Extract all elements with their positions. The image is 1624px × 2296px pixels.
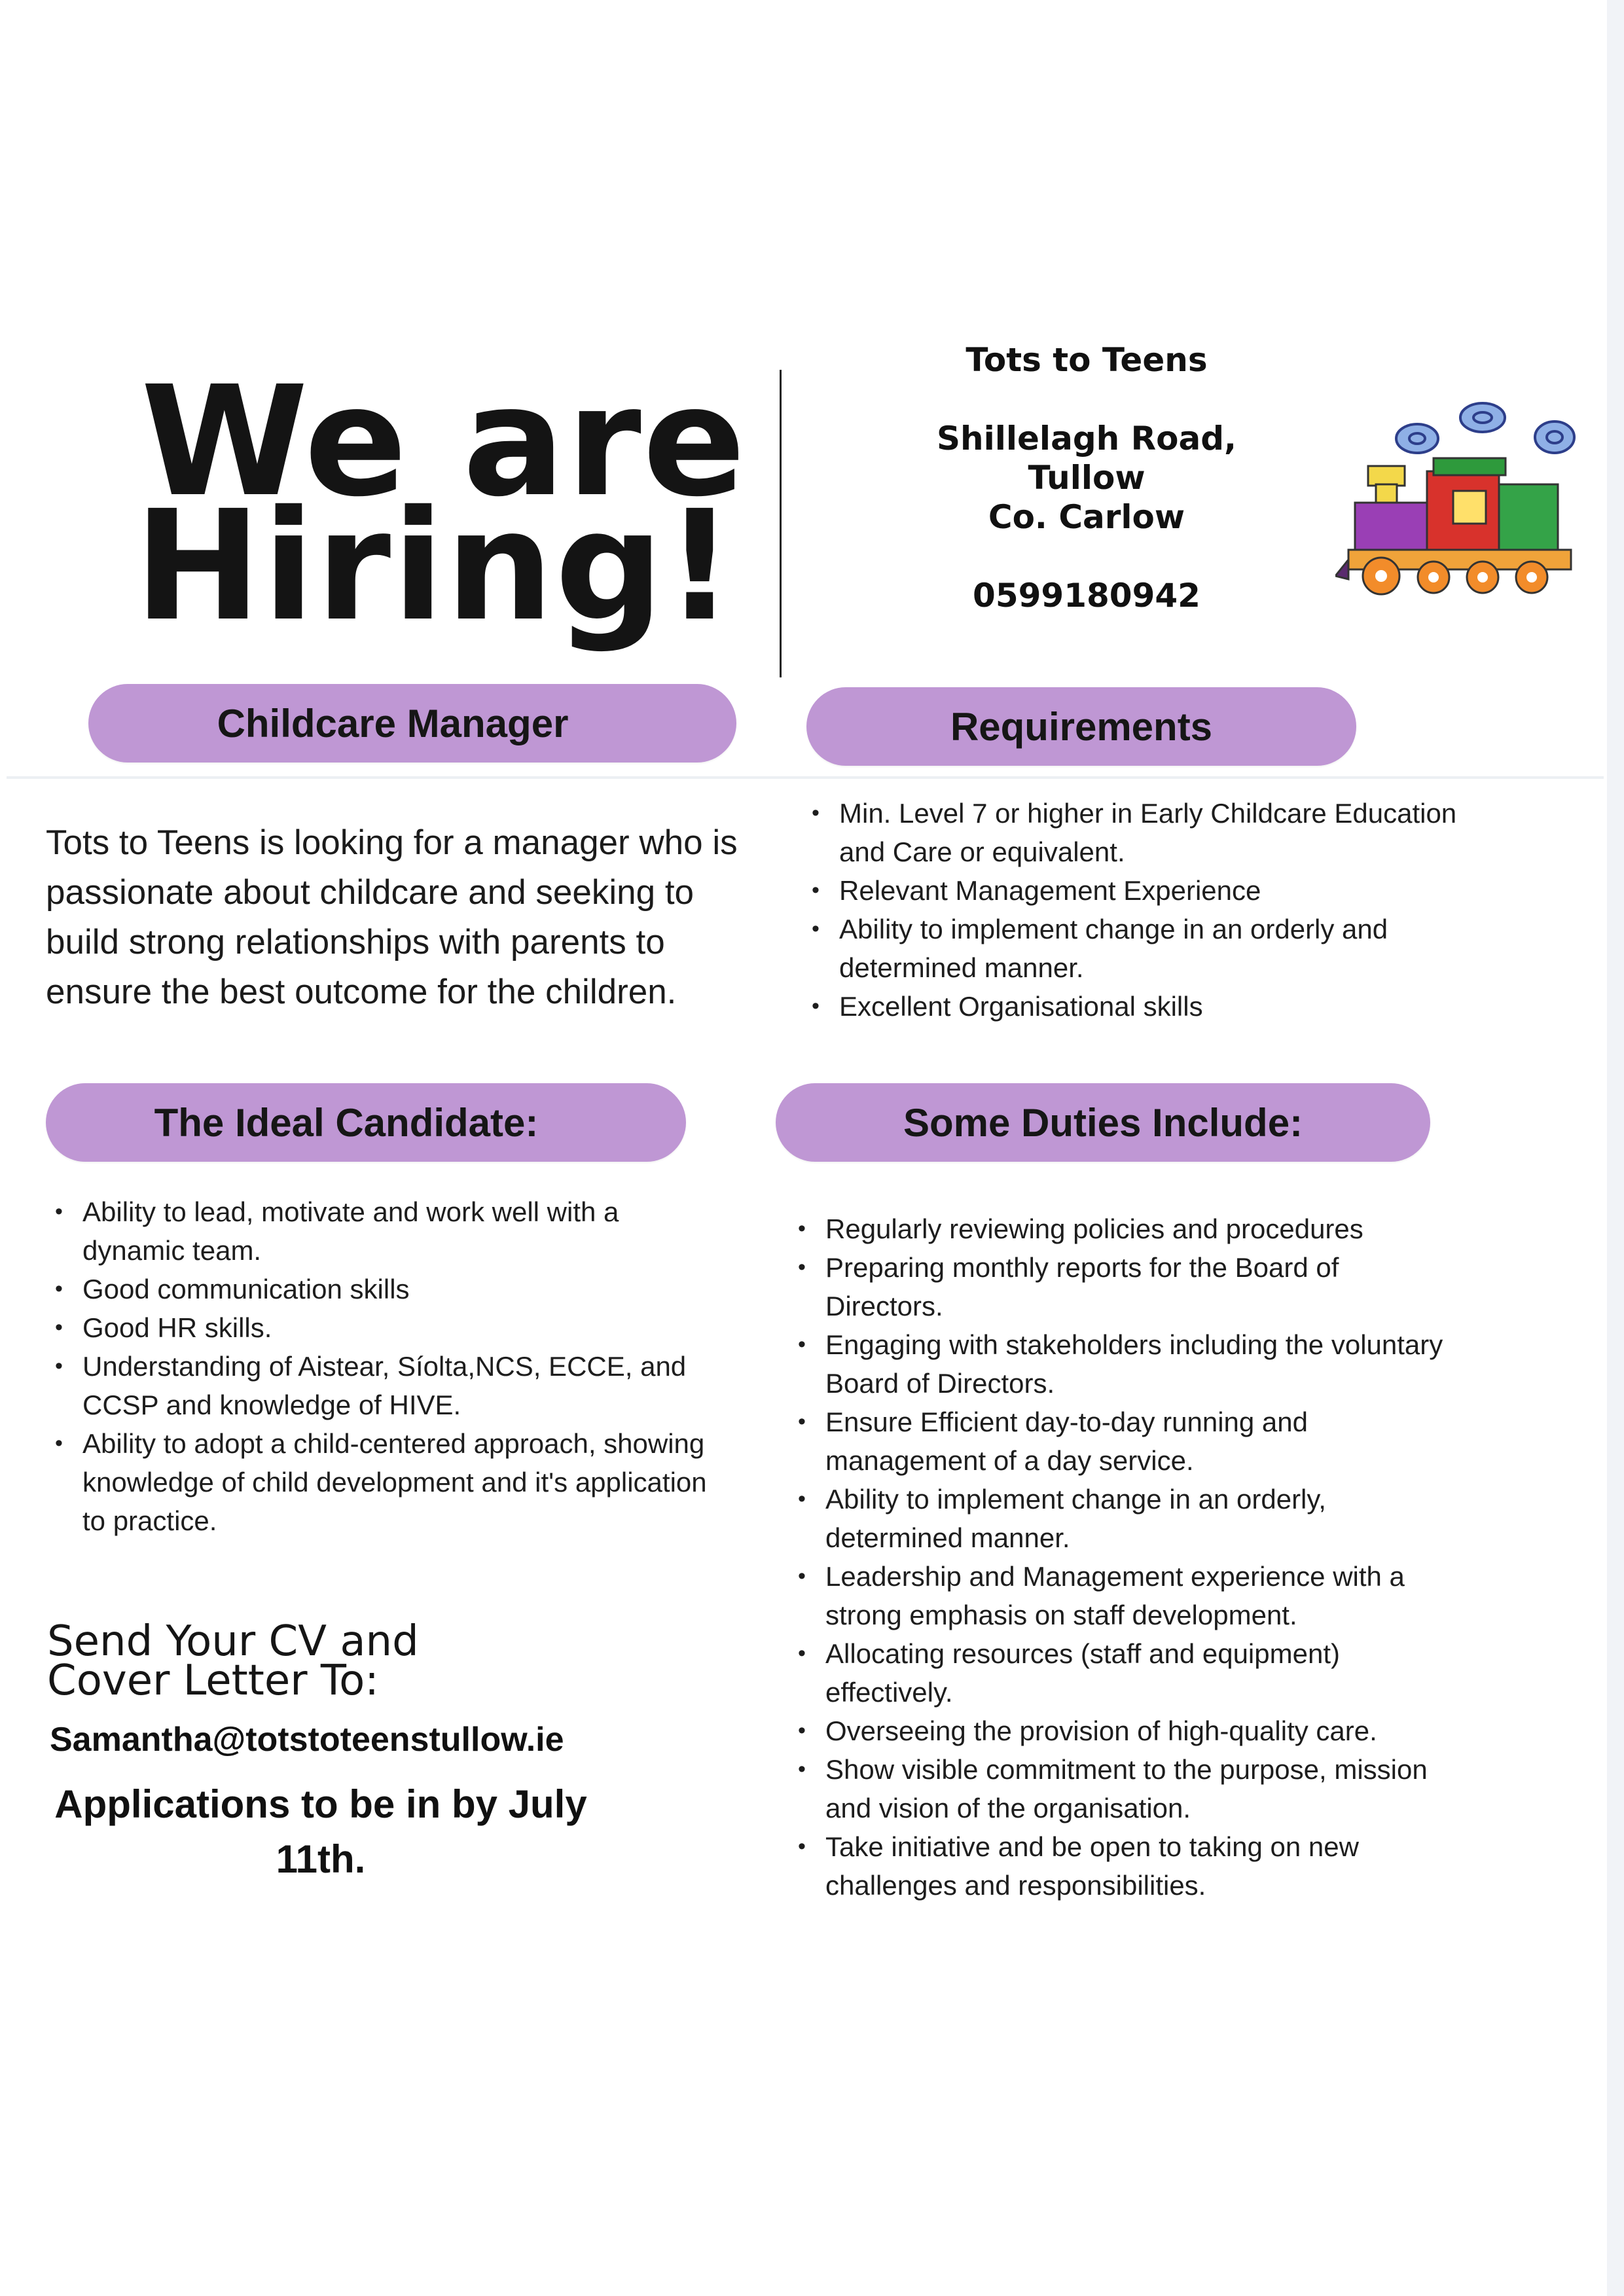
ideal-candidate-pill [46, 1083, 686, 1162]
list-item: • Excellent Organisational skills [803, 987, 1470, 1026]
duties-pill-label: Some Duties Include: [903, 1100, 1303, 1145]
list-item: • Understanding of Aistear, Síolta,NCS, ECCE, and CCSP and knowledge of HIVE. [46, 1347, 727, 1424]
requirements-pill [806, 687, 1356, 766]
application-deadline [26, 1777, 615, 1887]
org-phone: 0599180942 [973, 577, 1200, 615]
page-edge [1607, 0, 1624, 2296]
list-item: • Allocating resources (staff and equipment) effectively. [789, 1634, 1456, 1712]
contact-email[interactable]: Samantha@totstoteenstullow.ie [50, 1721, 564, 1759]
list-item: • Good communication skills [46, 1270, 727, 1308]
duties-list [789, 1210, 1456, 1905]
list-item: • Relevant Management Experience [803, 871, 1470, 910]
role-pill-label: Childcare Manager [217, 701, 569, 745]
list-item: • Leadership and Management experience with a strong emphasis on staff development. [789, 1557, 1456, 1634]
headline-line1: We are [141, 353, 748, 530]
role-pill [88, 684, 736, 762]
send-cv-heading [47, 1617, 702, 1705]
requirements-pill-label: Requirements [950, 704, 1213, 749]
list-item: • Ability to implement change in an orderly, determined manner. [789, 1480, 1456, 1557]
list-item: • Ability to lead, motivate and work well with a dynamic team. [46, 1193, 727, 1270]
list-item: • Regularly reviewing policies and procedures [789, 1210, 1456, 1248]
header-divider [780, 370, 782, 677]
list-item: • Engaging with stakeholders including the voluntary Board of Directors. [789, 1325, 1456, 1403]
send-cv-line1: Send Your CV and [47, 1617, 419, 1666]
list-item: • Min. Level 7 or higher in Early Childcare Education and Care or equivalent. [803, 794, 1470, 871]
deadline-line1: Applications to be in by July [54, 1782, 587, 1826]
hiring-headline [134, 353, 748, 655]
headline-line2: Hiring! [134, 478, 736, 655]
intro-paragraph: Tots to Teens is looking for a manager who is passionate about childcare and seeking to build strong relationships with parents to ensure the best outcome for the children. [46, 823, 738, 1011]
org-address-line2: Tullow [1028, 459, 1146, 497]
list-item: • Ability to adopt a child-centered approach, showing knowledge of child development and it's application to practice. [46, 1424, 727, 1540]
requirements-list [803, 794, 1470, 1026]
separator-line [7, 776, 1604, 779]
list-item: • Overseeing the provision of high-quality care. [789, 1712, 1456, 1750]
send-cv-line2: Cover Letter To: [47, 1657, 379, 1705]
org-address-line3: Co. Carlow [988, 498, 1185, 536]
list-item: • Show visible commitment to the purpose, mission and vision of the organisation. [789, 1750, 1456, 1827]
org-address-line1: Shillelagh Road, [937, 420, 1236, 457]
organisation-block [871, 340, 1303, 615]
train-icon [1335, 393, 1584, 602]
deadline-line2: 11th. [276, 1837, 366, 1881]
list-item: • Take initiative and be open to taking on new challenges and responsibilities. [789, 1827, 1456, 1905]
duties-pill [776, 1083, 1430, 1162]
list-item: • Ability to implement change in an orderly and determined manner. [803, 910, 1470, 987]
ideal-candidate-pill-label: The Ideal Candidate: [154, 1100, 539, 1145]
list-item: • Good HR skills. [46, 1308, 727, 1347]
list-item: • Ensure Efficient day-to-day running and management of a day service. [789, 1403, 1456, 1480]
ideal-candidate-list [46, 1193, 727, 1540]
list-item: • Preparing monthly reports for the Board of Directors. [789, 1248, 1456, 1325]
org-name: Tots to Teens [965, 341, 1208, 379]
